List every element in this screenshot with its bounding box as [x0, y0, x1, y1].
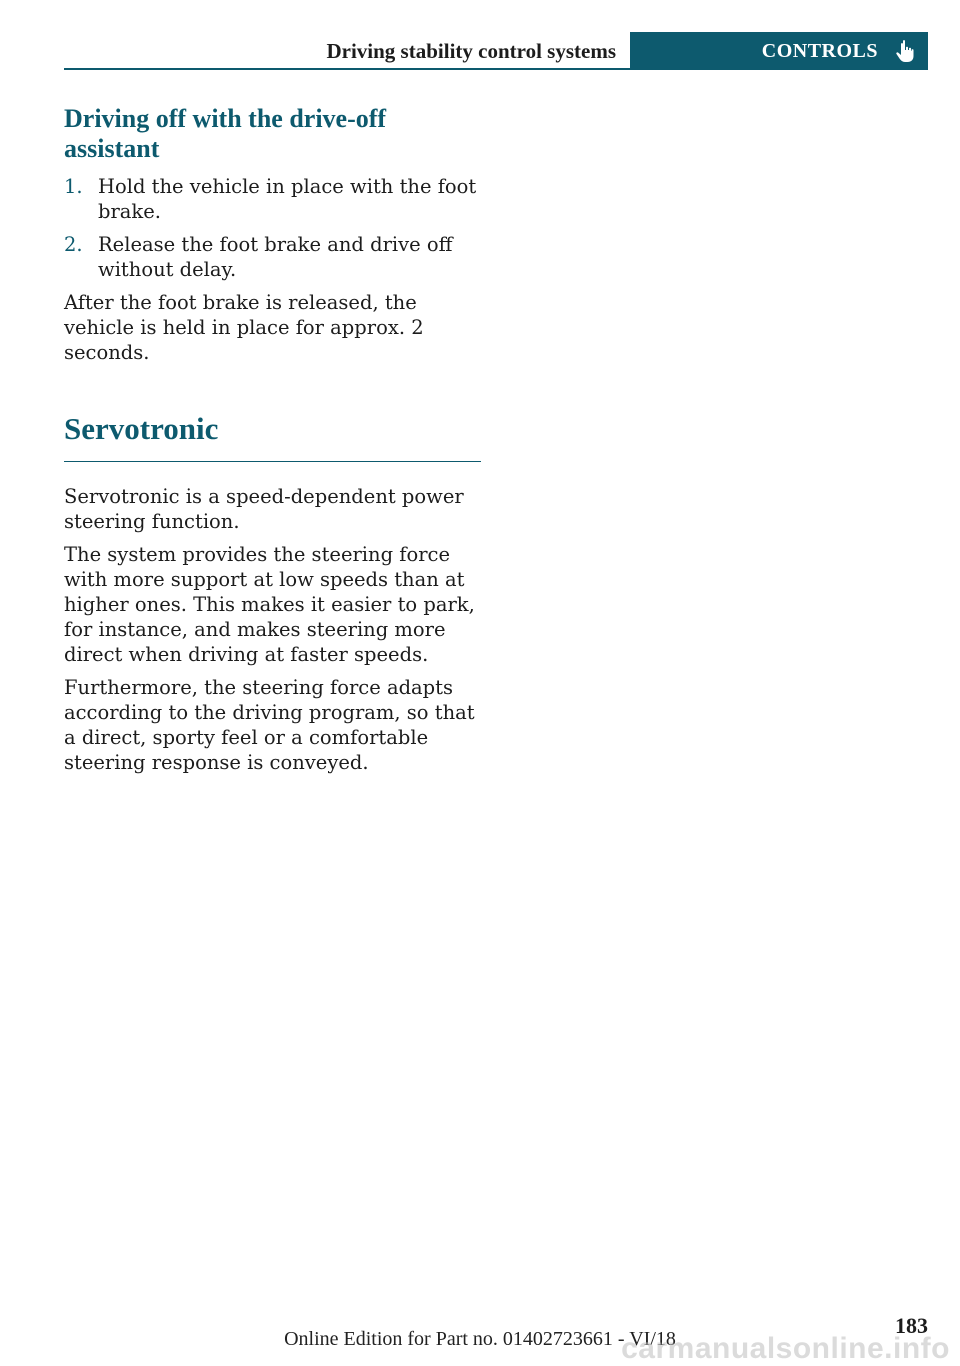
step-text: Release the foot brake and drive off without delay. — [98, 233, 453, 281]
paragraph: Servotronic is a speed-dependent power steering function. — [64, 485, 464, 533]
paragraph: Furthermore, the steering force adapts according to the driving program, so that a direct, sporty feel or a comfortable steering response is conveyed. — [64, 676, 475, 774]
main-column — [64, 104, 481, 783]
section-title: Driving stability control systems — [326, 39, 616, 63]
chapter-tab-label: CONTROLS — [761, 40, 878, 62]
step-number: 1. — [64, 175, 83, 198]
list-item — [64, 232, 481, 282]
watermark: carmanualsonline.info — [621, 1332, 950, 1365]
header-rule — [64, 68, 928, 70]
drive-off-heading: Driving off with the drive-off assistant — [64, 104, 387, 163]
page-number: 183 — [895, 1313, 928, 1338]
edition-footer: Online Edition for Part no. 01402723661 - VI/18 — [284, 1328, 676, 1350]
drive-off-steps — [64, 174, 481, 282]
drive-off-note: After the foot brake is released, the vehicle is held in place for approx. 2 seconds. — [64, 291, 424, 364]
chapter-tab — [630, 32, 928, 70]
pointing-hand-icon — [894, 39, 916, 63]
page-header — [64, 32, 928, 70]
step-text: Hold the vehicle in place with the foot brake. — [98, 175, 477, 223]
servotronic-body — [64, 484, 481, 775]
step-number: 2. — [64, 233, 83, 256]
paragraph: The system provides the steering force with more support at low speeds than at higher ones. This makes it easier to park, for instance, and makes steering more direct when driving at faster speeds. — [64, 543, 475, 666]
list-item — [64, 174, 481, 224]
servotronic-heading: Servotronic — [64, 409, 481, 462]
